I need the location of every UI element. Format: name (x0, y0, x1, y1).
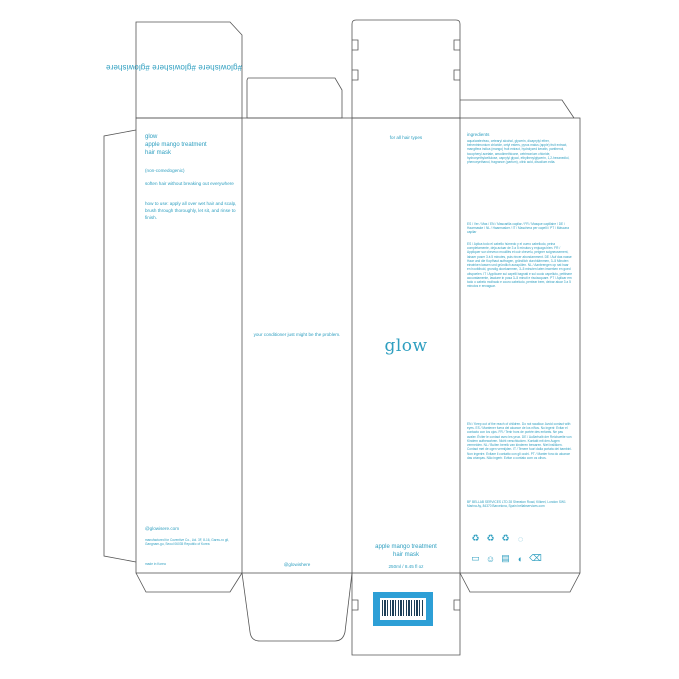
recycle-icon: ♻ (471, 533, 480, 543)
cruelty-free-icon: ◌ (517, 533, 524, 544)
triman-icon: ☺ (485, 553, 496, 564)
hashtag-banner: #glowishere #glowishere #glowishere (105, 63, 243, 73)
hair-types-text: for all hair types (389, 135, 423, 140)
recycle-pp-icon: ♻ (486, 533, 495, 543)
volume-text: 250ml / 8.45 fl oz (388, 564, 424, 569)
back-product-type: hair mask (392, 552, 419, 558)
back-product-name: apple mango treatment (375, 544, 437, 550)
green-dot-icon: ◐ (517, 553, 524, 564)
recycle-paper-icon: ♻ (501, 533, 510, 543)
website-text: @glowisere.com (145, 526, 180, 531)
ingredients-translations: ES / Ver / Mas / EN / Mascarilla capilar / FR / Masque capillaire / DE / Haarmaske / NL / Haarmasker / IT / Maschera per capelli / PT / Máscara capilar (467, 222, 569, 235)
bin-icon: ⌫ (529, 553, 542, 563)
open-jar-icon: ▭ (471, 553, 480, 563)
ingredients-usage: ES / Aplica todo el cabello húmedo y el cuero cabelludo, peina completamente, deja actuar de 3 a 5 minutos y enjuaga bien. FR / Appliquer sur cheveux mouillés et cuir chevelu, peigner soigneusement, laisser poser 3 à 5 minutes, puis rincer abondamment. DE / Auf das nasse Haar und die Kopfhaut auftragen, gründlich durchkämmen, 3–5 Minuten einwirken lassen und gründlich ausspülen. NL / Aanbrengen op nat haar en hoofdhuid, grondig doorkammen, 3–5 minuten laten inwerken en goed uitspoelen. IT / Applicare sui capelli bagnati e sul cuoio capelluto, pettinare accuratamente, lasciare in posa 3–5 minuti e risciacquare. PT / Aplicar em todo o cabelo molhado e couro cabeludo, pentear bem, deixar atuar 3 a 5 minutos e enxaguar. (467, 242, 573, 289)
claim-text: (non-comedogenic) (145, 168, 185, 173)
sort-bin-icon: ▤ (501, 553, 510, 563)
glow-logo: glow (384, 336, 428, 356)
brand-name: glow (145, 134, 158, 140)
manufacturer-text: manufactured for Coventive Co., Ltd. 3F, 8-16, Gareu-ro gil, Gangnam-gu, Seoul 06035 Republic of Korea (145, 538, 229, 547)
ingredients-caution: EN / Keep out of the reach of children. Do not swallow. Avoid contact with eyes. ES / Mantener fuera del alcance de los niños. No ingerir. Evitar el contacto con los ojos. FR / Tenir hors de portée des enfants. Ne pas avaler. Éviter le contact avec les yeux. DE / Außerhalb der Reichweite von Kindern aufbewahren. Nicht verschlucken. Kontakt mit den Augen vermeiden. NL / Buiten bereik van kinderen bewaren. Niet inslikken. Contact met de ogen vermijden. IT / Tenere fuori dalla portata dei bambini. Non ingerire. Evitare il contatto con gli occhi. PT / Manter fora do alcance das crianças. Não ingerir. Evitar o contato com os olhos. (467, 422, 572, 460)
product-type: hair mask (145, 150, 172, 156)
social-handle: @glowishere (283, 562, 311, 567)
barcode-panel (373, 592, 433, 626)
ingredients-list: aqua/water/eau, cetearyl alcohol, glycerin, dicaprylyl ether, behentrimonium chloride, cetyl esters, pyrus malus (apple) fruit extract, mangifera indica (mango) fruit extract, hydrolyzed keratin, panthenol, tocopheryl acetate, amodimethicone, cetrimonium chloride, hydroxyethylcellulose, caprylyl glycol, ethylhexylglycerin, 1,2-hexanediol, phenoxyethanol, fragrance (parfum), citric acid, disodium edta. (467, 139, 570, 165)
howto-text: how to use: apply all over wet hair and scalp, brush through thoroughly, let sit, and rinse to finish. (145, 201, 237, 220)
description-text: soften hair without breaking out everywhere (145, 181, 234, 186)
tagline-text: your conditioner just might be the problem. (253, 332, 341, 337)
distributor-text: BF BELLAB SERVICES LTD 28 Sheraton Road, Kilkeel, London SW1 Marina Ay, 84370 Barcelona, Spain bellabservices.com (467, 500, 566, 509)
origin-text: made in Korea (145, 562, 166, 566)
barcode-icon (382, 600, 424, 616)
product-name: apple mango treatment (145, 142, 207, 148)
ingredients-heading: ingredients (467, 132, 490, 137)
